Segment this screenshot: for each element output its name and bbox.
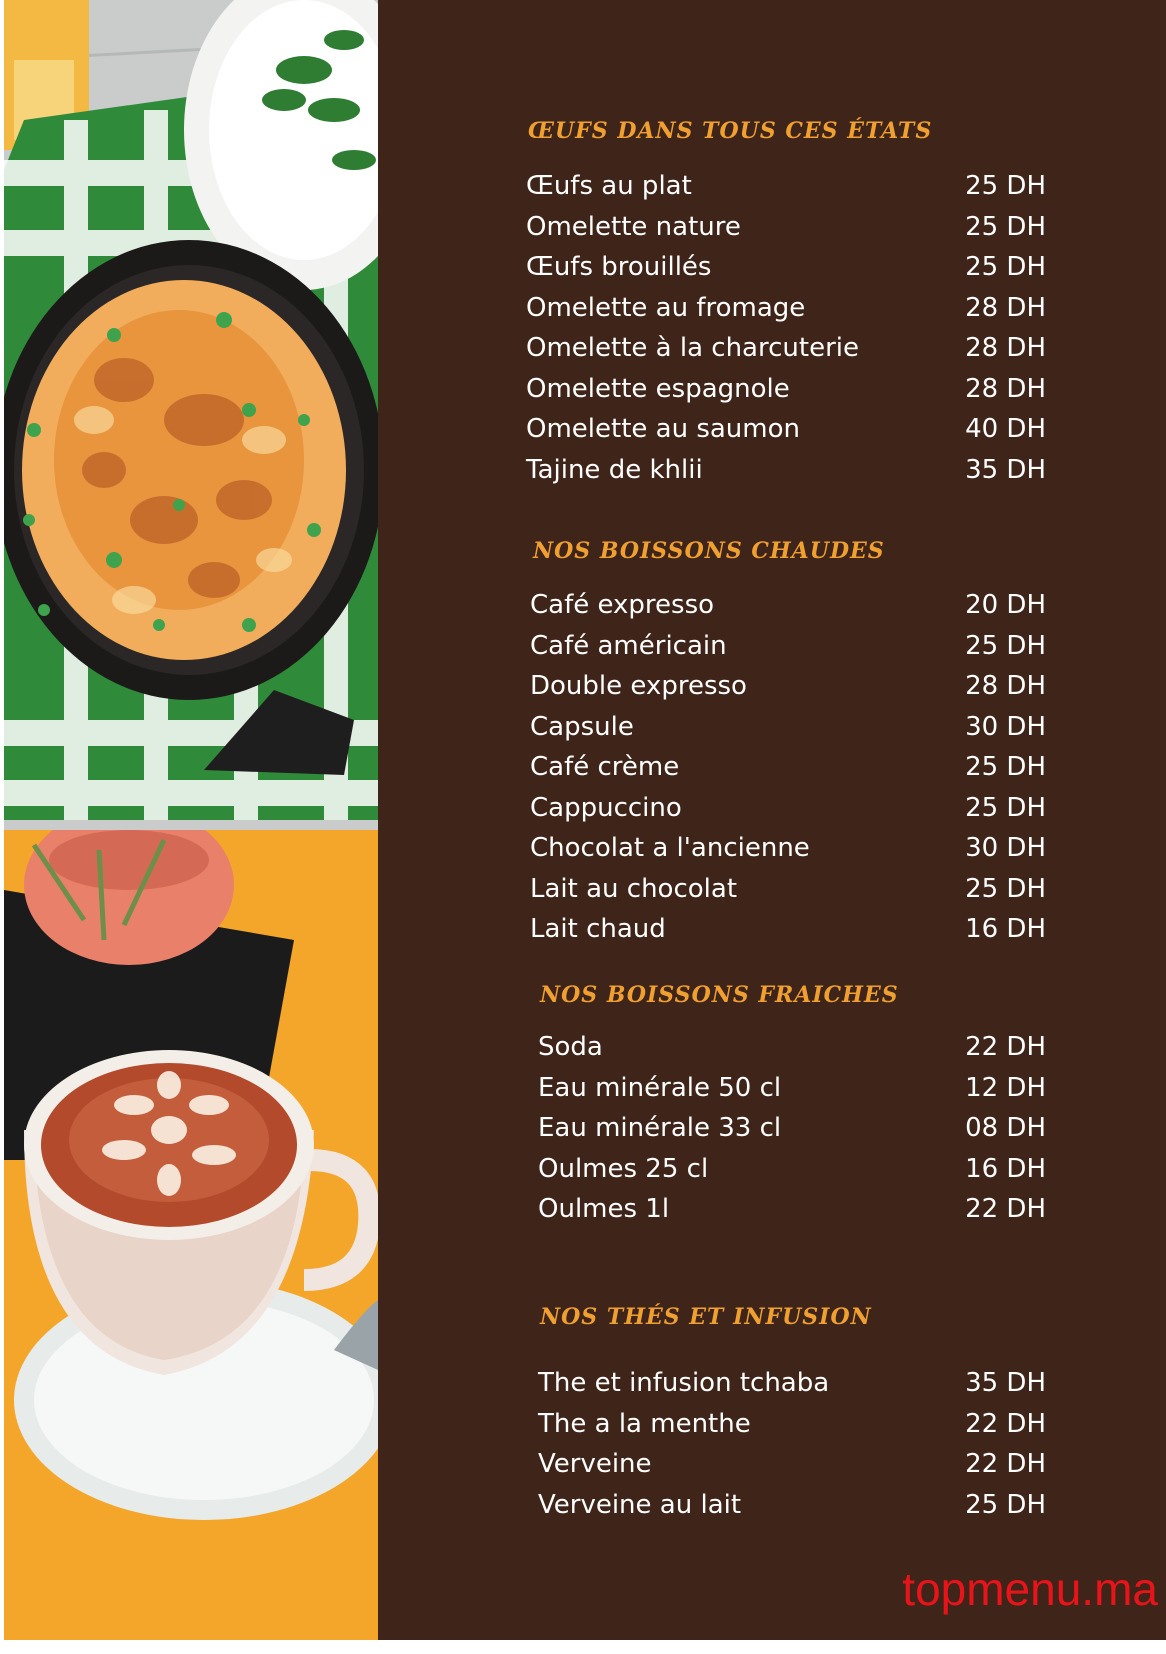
item-price: 22 DH xyxy=(965,1194,1046,1225)
item-price: 12 DH xyxy=(965,1072,1046,1103)
item-name: Lait au chocolat xyxy=(530,873,738,904)
item-name: Omelette au saumon xyxy=(526,414,801,445)
list-item xyxy=(538,1149,1046,1190)
cappuccino-photo xyxy=(4,830,378,1640)
list-item xyxy=(530,869,1046,910)
list-item xyxy=(538,1485,1046,1526)
item-price: 28 DH xyxy=(965,373,1046,404)
item-name: Œufs au plat xyxy=(526,171,692,202)
item-name: Eau minérale 33 cl xyxy=(538,1113,782,1144)
item-price: 28 DH xyxy=(965,333,1046,364)
item-name: Lait chaud xyxy=(530,914,666,945)
list-item xyxy=(530,666,1046,707)
item-price: 25 DH xyxy=(965,1489,1046,1520)
item-price: 25 DH xyxy=(965,752,1046,783)
item-name: The et infusion tchaba xyxy=(538,1368,830,1399)
list-item xyxy=(526,207,1046,248)
list-item xyxy=(526,450,1046,491)
list-item xyxy=(526,328,1046,369)
list-item xyxy=(530,909,1046,950)
item-price: 25 DH xyxy=(965,873,1046,904)
omelette-photo xyxy=(4,0,378,830)
section-title-hot-drinks: NOS BOISSONS CHAUDES xyxy=(533,538,885,564)
item-name: Omelette espagnole xyxy=(526,373,790,404)
item-name: The a la menthe xyxy=(538,1408,751,1439)
item-price: 22 DH xyxy=(965,1408,1046,1439)
item-name: Double expresso xyxy=(530,671,747,702)
item-price: 28 DH xyxy=(965,292,1046,323)
list-item xyxy=(530,747,1046,788)
list-item xyxy=(538,1444,1046,1485)
list-item xyxy=(538,1363,1046,1404)
item-name: Eau minérale 50 cl xyxy=(538,1072,782,1103)
item-name: Omelette à la charcuterie xyxy=(526,333,859,364)
item-name: Capsule xyxy=(530,711,634,742)
item-price: 16 DH xyxy=(965,1153,1046,1184)
watermark: topmenu.ma xyxy=(902,1563,1158,1615)
item-name: Soda xyxy=(538,1032,603,1063)
item-name: Oulmes 1l xyxy=(538,1194,670,1225)
list-item xyxy=(530,828,1046,869)
list-item xyxy=(530,585,1046,626)
teas-list xyxy=(538,1363,1046,1525)
list-item xyxy=(526,369,1046,410)
item-name: Chocolat a l'ancienne xyxy=(530,833,810,864)
item-price: 30 DH xyxy=(965,711,1046,742)
item-price: 20 DH xyxy=(965,590,1046,621)
item-price: 16 DH xyxy=(965,914,1046,945)
item-name: Café américain xyxy=(530,630,727,661)
footer-strip xyxy=(0,1640,1166,1654)
cold-drinks-list xyxy=(538,1027,1046,1230)
item-name: Café crème xyxy=(530,752,680,783)
list-item xyxy=(530,707,1046,748)
item-name: Verveine au lait xyxy=(538,1489,742,1520)
item-price: 25 DH xyxy=(965,792,1046,823)
list-item xyxy=(530,626,1046,667)
item-name: Œufs brouillés xyxy=(526,252,712,283)
eggs-list xyxy=(526,166,1046,490)
item-price: 08 DH xyxy=(965,1113,1046,1144)
list-item xyxy=(526,247,1046,288)
item-price: 22 DH xyxy=(965,1032,1046,1063)
list-item xyxy=(538,1027,1046,1068)
hot-drinks-list xyxy=(530,585,1046,950)
list-item xyxy=(538,1068,1046,1109)
item-name: Cappuccino xyxy=(530,792,682,823)
item-price: 40 DH xyxy=(965,414,1046,445)
item-price: 30 DH xyxy=(965,833,1046,864)
section-title-eggs: ŒUFS DANS TOUS CES ÉTATS xyxy=(528,118,933,144)
item-name: Tajine de khlii xyxy=(526,454,703,485)
section-title-cold-drinks: NOS BOISSONS FRAICHES xyxy=(540,982,899,1008)
item-name: Oulmes 25 cl xyxy=(538,1153,709,1184)
list-item xyxy=(526,409,1046,450)
item-price: 25 DH xyxy=(965,630,1046,661)
item-price: 35 DH xyxy=(965,454,1046,485)
menu-panel xyxy=(378,0,1166,1640)
item-price: 25 DH xyxy=(965,211,1046,242)
item-price: 35 DH xyxy=(965,1368,1046,1399)
list-item xyxy=(530,788,1046,829)
list-item xyxy=(538,1404,1046,1445)
list-item xyxy=(526,166,1046,207)
item-name: Café expresso xyxy=(530,590,715,621)
item-name: Verveine xyxy=(538,1449,652,1480)
item-price: 28 DH xyxy=(965,671,1046,702)
item-price: 25 DH xyxy=(965,171,1046,202)
section-title-teas: NOS THÉS ET INFUSION xyxy=(540,1304,872,1330)
item-name: Omelette au fromage xyxy=(526,292,806,323)
list-item xyxy=(526,288,1046,329)
item-name: Omelette nature xyxy=(526,211,741,242)
photo-column xyxy=(0,0,378,1640)
list-item xyxy=(538,1189,1046,1230)
item-price: 22 DH xyxy=(965,1449,1046,1480)
item-price: 25 DH xyxy=(965,252,1046,283)
list-item xyxy=(538,1108,1046,1149)
